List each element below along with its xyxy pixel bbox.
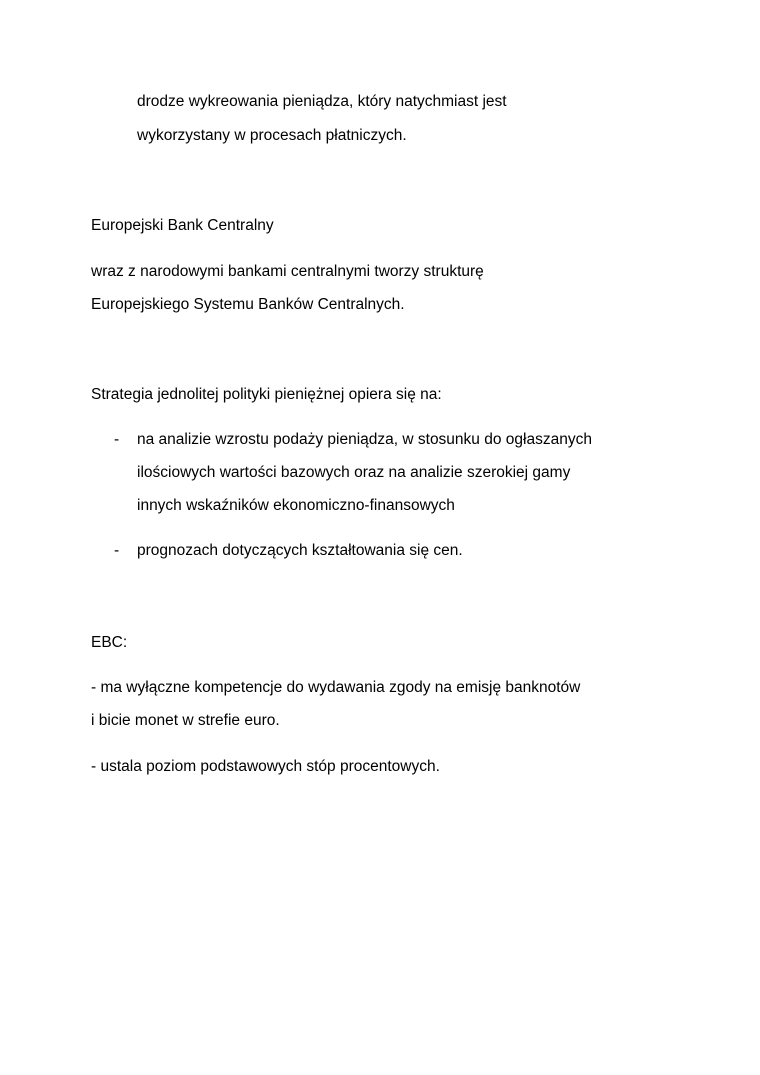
bullet-marker: - <box>114 542 120 559</box>
intro-line-1: drodze wykreowania pieniądza, który natychmiast jest <box>137 93 507 110</box>
intro-line-2: wykorzystany w procesach płatniczych. <box>137 127 407 144</box>
bullet-1-line-2: ilościowych wartości bazowych oraz na analizie szerokiej gamy <box>137 464 571 481</box>
bullet-1-line-1: na analizie wzrostu podaży pieniądza, w stosunku do ogłaszanych <box>137 431 592 448</box>
bullet-1-line-3: innych wskaźników ekonomiczno-finansowych <box>137 497 455 514</box>
ebc-heading: EBC: <box>91 634 128 651</box>
ebc-item-1-line-1: - ma wyłączne kompetencje do wydawania zgody na emisję banknotów <box>91 679 581 696</box>
bullet-marker: - <box>114 431 120 448</box>
ecb-line-1: wraz z narodowymi bankami centralnymi tworzy strukturę <box>91 263 484 280</box>
ecb-heading: Europejski Bank Centralny <box>91 217 274 234</box>
ebc-item-1-line-2: i bicie monet w strefie euro. <box>91 712 280 729</box>
ecb-line-2: Europejskiego Systemu Banków Centralnych. <box>91 296 405 313</box>
strategy-heading: Strategia jednolitej polityki pieniężnej opiera się na: <box>91 386 442 403</box>
bullet-2-line-1: prognozach dotyczących kształtowania się cen. <box>137 542 463 559</box>
ebc-item-2: - ustala poziom podstawowych stóp procentowych. <box>91 758 440 775</box>
